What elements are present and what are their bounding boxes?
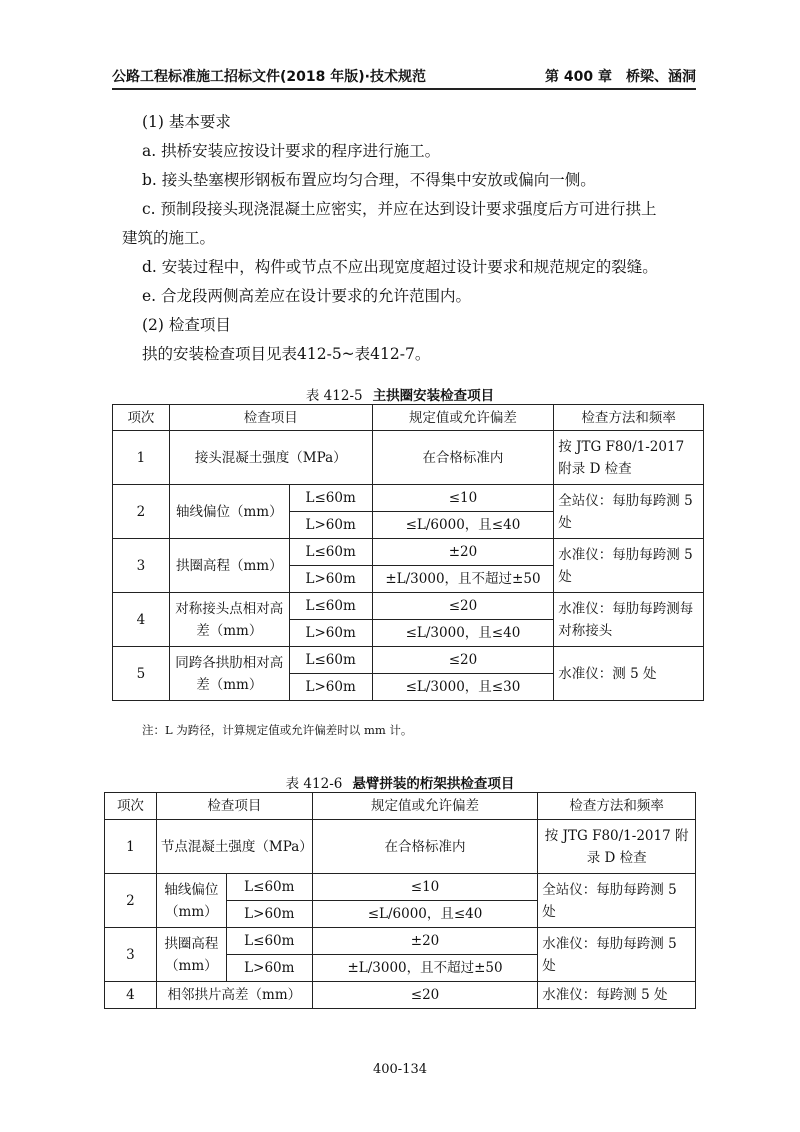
table-row	[105, 982, 696, 1009]
section-inspection-items: (2) 检查项目	[142, 316, 231, 334]
row-number: 3	[113, 539, 170, 593]
allowed-value: 在合格标准内	[312, 820, 538, 874]
header-cell: 规定值或允许偏差	[372, 405, 554, 431]
running-header	[112, 58, 696, 90]
table-row	[105, 820, 696, 874]
requirement-e: e. 合龙段两侧高差应在设计要求的允许范围内。	[142, 287, 472, 305]
row-number: 2	[105, 874, 157, 928]
inspection-reference: 拱的安装检查项目见表412-5~表412-7。	[142, 345, 431, 363]
allowed-value: ±20	[372, 539, 554, 566]
table-row	[113, 647, 704, 674]
row-number: 4	[113, 593, 170, 647]
table-header-row	[113, 405, 704, 431]
inspection-method: 全站仪：每肋每跨测 5 处	[554, 485, 704, 539]
inspection-item: 相邻拱片高差（mm）	[156, 982, 312, 1009]
inspection-method: 水准仪：测 5 处	[554, 647, 704, 701]
allowed-value: ±20	[312, 928, 538, 955]
row-number: 3	[105, 928, 157, 982]
span-condition: L>60m	[289, 620, 372, 647]
inspection-method: 按 JTG F80/1-2017 附录 D 检查	[554, 431, 704, 485]
row-number: 5	[113, 647, 170, 701]
table1-caption-title: 主拱圈安装检查项目	[372, 388, 495, 404]
header-cell: 检查方法和频率	[538, 793, 696, 820]
requirement-a: a. 拱桥安装应按设计要求的程序进行施工。	[142, 142, 441, 160]
inspection-method: 水准仪：每跨测 5 处	[538, 982, 696, 1009]
row-number: 2	[113, 485, 170, 539]
allowed-value: ±L/3000，且不超过±50	[312, 955, 538, 982]
allowed-value: ±L/3000，且不超过±50	[372, 566, 554, 593]
inspection-method: 按 JTG F80/1-2017 附录 D 检查	[538, 820, 696, 874]
inspection-item: 同跨各拱肋相对高差（mm）	[169, 647, 289, 701]
requirement-c-continued: 建筑的施工。	[122, 229, 216, 247]
header-cell: 检查项目	[156, 793, 312, 820]
table-412-5	[112, 404, 704, 701]
table-row	[113, 485, 704, 512]
allowed-value: ≤10	[312, 874, 538, 901]
span-condition: L≤60m	[289, 485, 372, 512]
table-row	[113, 593, 704, 620]
allowed-value: ≤L/3000，且≤30	[372, 674, 554, 701]
row-number: 1	[105, 820, 157, 874]
table-row	[105, 928, 696, 955]
requirement-d: d. 安装过程中，构件或节点不应出现宽度超过设计要求和规范规定的裂缝。	[142, 258, 658, 276]
allowed-value: ≤20	[312, 982, 538, 1009]
allowed-value: 在合格标准内	[372, 431, 554, 485]
table-row	[113, 431, 704, 485]
table1-caption-number: 表 412-5	[305, 388, 363, 404]
span-condition: L>60m	[226, 901, 312, 928]
span-condition: L≤60m	[289, 593, 372, 620]
table-header-row	[105, 793, 696, 820]
allowed-value: ≤L/6000，且≤40	[312, 901, 538, 928]
inspection-item: 轴线偏位（mm）	[169, 485, 289, 539]
section-basic-requirements: (1) 基本要求	[142, 113, 231, 131]
inspection-item: 接头混凝土强度（MPa）	[169, 431, 372, 485]
header-cell: 项次	[113, 405, 170, 431]
allowed-value: ≤10	[372, 485, 554, 512]
table-note: 注：L 为跨径，计算规定值或允许偏差时以 mm 计。	[142, 723, 413, 737]
span-condition: L≤60m	[226, 874, 312, 901]
span-condition: L>60m	[289, 674, 372, 701]
requirement-c: c. 预制段接头现浇混凝土应密实，并应在达到设计要求强度后方可进行拱上	[142, 200, 657, 218]
table1-caption	[0, 384, 800, 404]
span-condition: L≤60m	[226, 928, 312, 955]
inspection-method: 水准仪：每肋每跨测 5 处	[554, 539, 704, 593]
header-title: 公路工程标准施工招标文件(2018 年版)·技术规范	[112, 69, 426, 85]
row-number: 4	[105, 982, 157, 1009]
inspection-method: 水准仪：每肋每跨测 5 处	[538, 928, 696, 982]
row-number: 1	[113, 431, 170, 485]
header-chapter: 第 400 章 桥梁、涵洞	[545, 69, 696, 85]
header-cell: 检查方法和频率	[554, 405, 704, 431]
inspection-item: 轴线偏位（mm）	[156, 874, 226, 928]
table2-caption-title: 悬臂拼装的桁架拱检查项目	[352, 776, 515, 792]
header-cell: 检查项目	[169, 405, 372, 431]
span-condition: L≤60m	[289, 647, 372, 674]
span-condition: L>60m	[289, 566, 372, 593]
table-row	[113, 539, 704, 566]
span-condition: L>60m	[226, 955, 312, 982]
allowed-value: ≤20	[372, 593, 554, 620]
allowed-value: ≤L/3000，且≤40	[372, 620, 554, 647]
body-text	[122, 108, 702, 369]
allowed-value: ≤20	[372, 647, 554, 674]
table-412-6	[104, 792, 696, 1009]
table-row	[105, 874, 696, 901]
table2-caption	[0, 772, 800, 792]
span-condition: L>60m	[289, 512, 372, 539]
inspection-method: 水准仪：每肋每跨测每对称接头	[554, 593, 704, 647]
inspection-item: 拱圈高程（mm）	[156, 928, 226, 982]
header-cell: 项次	[105, 793, 157, 820]
allowed-value: ≤L/6000，且≤40	[372, 512, 554, 539]
inspection-item: 拱圈高程（mm）	[169, 539, 289, 593]
span-condition: L≤60m	[289, 539, 372, 566]
inspection-item: 对称接头点相对高差（mm）	[169, 593, 289, 647]
table2-caption-number: 表 412-6	[285, 776, 343, 792]
page-number: 400-134	[372, 1062, 428, 1077]
header-cell: 规定值或允许偏差	[312, 793, 538, 820]
inspection-item: 节点混凝土强度（MPa）	[156, 820, 312, 874]
requirement-b: b. 接头垫塞楔形钢板布置应均匀合理，不得集中安放或偏向一侧。	[142, 171, 596, 189]
inspection-method: 全站仪：每肋每跨测 5 处	[538, 874, 696, 928]
